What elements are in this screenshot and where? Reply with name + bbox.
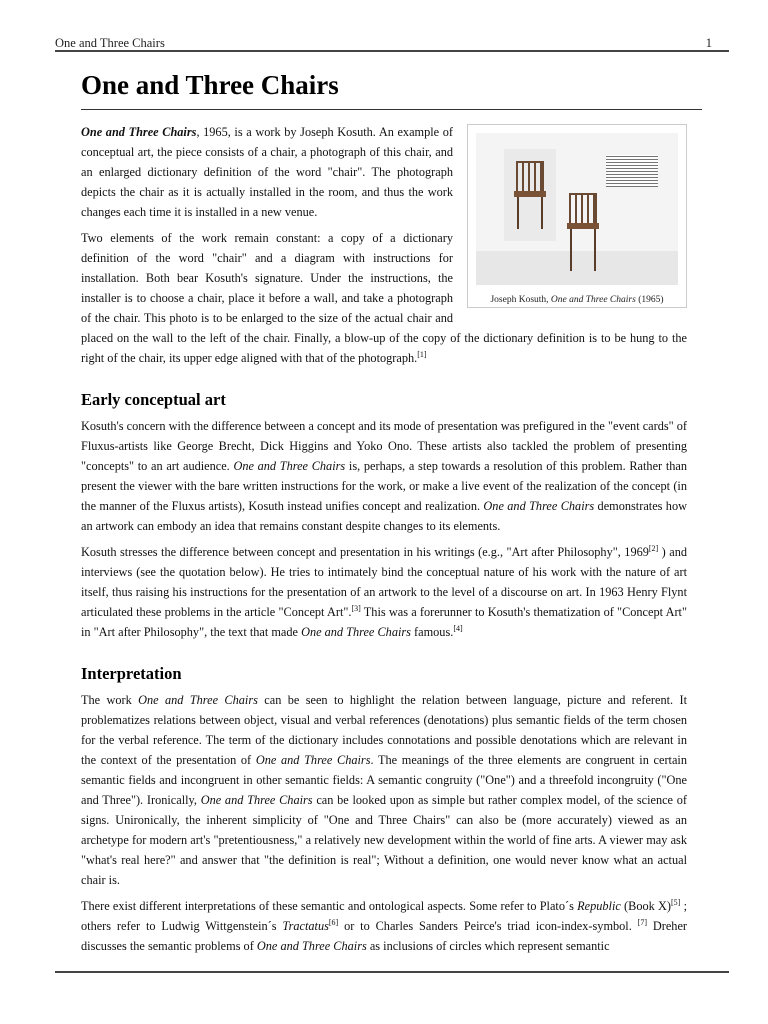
- citation-link[interactable]: [1]: [417, 350, 427, 359]
- header-rule: [55, 50, 729, 52]
- article-body: [81, 122, 687, 962]
- title-rule: [81, 109, 702, 110]
- artwork-photo: [476, 133, 678, 285]
- figure-caption: Joseph Kosuth, One and Three Chairs (1965): [490, 295, 664, 305]
- citation-link[interactable]: [3]: [351, 604, 361, 613]
- footer-rule: [55, 971, 729, 973]
- citation-link[interactable]: [2]: [648, 544, 659, 553]
- paragraph: There exist different interpretations of these semantic and ontological aspects. Some refer to Plato´s Republic (Book X)[5] ; others refer to Ludwig Wittgenstein´s Tractatus[6] or to Charles Sanders Peirce's triad icon-index-symbol. [7] Dreher discusses the semantic problems of One and Three Chairs as inclusions of circles which represent semantic: [81, 898, 688, 953]
- dictionary-definition-panel: [606, 155, 658, 187]
- chair-in-photograph: [516, 161, 544, 229]
- page-number: 1: [705, 36, 712, 50]
- section-heading: Early conceptual art: [81, 390, 226, 409]
- citation-link[interactable]: [5]: [671, 898, 681, 907]
- running-header-title: One and Three Chairs: [55, 36, 165, 50]
- citation-link[interactable]: [4]: [453, 624, 463, 633]
- paragraph: One and Three Chairs, 1965, is a work by Joseph Kosuth. An example of conceptual art, the piece consists of a chair, a photograph of this chair, and an enlarged dictionary definition of the word "chair". The photograph depicts the chair as it is actually installed in the room, and thus the work changes each time it is installed in a new venue.: [81, 125, 454, 219]
- citation-link[interactable]: [6]: [328, 918, 339, 927]
- page-title: One and Three Chairs: [81, 70, 339, 100]
- sections-container: [81, 390, 687, 956]
- figure-thumbnail[interactable]: [467, 124, 687, 308]
- paragraph: Kosuth stresses the difference between concept and presentation in his writings (e.g., "Art after Philosophy", 1969[2] ) and interviews (see the quotation below). He tries to intimately bind the conceptual nature of his work with the nature of art itself, thus raising his instructions for the presentation of an artwork to the level of a discourse on art. In 1963 Henry Flynt articulated these problems in the article "Concept Art".[3] This was a forerunner to Kosuth's thematization of "Concept Art" in "Art after Philosophy", the text that made One and Three Chairs famous.[4]: [81, 544, 688, 639]
- physical-chair: [569, 193, 597, 271]
- paragraph: Kosuth's concern with the difference between a concept and its mode of presentation was prefigured in the "event cards" of Fluxus-artists like George Brecht, Dick Higgins and Yoko Ono. These artists also tackled the problem of presenting "concepts" to an art audience. One and Three Chairs is, perhaps, a step towards a resolution of this problem. Rather than present the viewer with the bare written instructions for the work, or make a live event of the realization of the concept (in the manner of the Fluxus artists), Kosuth instead unifies concept and realization. One and Three Chairs demonstrates how an artwork can embody an idea that remains constant despite changes to its elements.: [81, 419, 687, 533]
- paragraph: Two elements of the work remain constant: a copy of a dictionary definition of the word "chair" and a diagram with instructions for installation. Both bear Kosuth's signature. Under the instructions, the installer is to choose a chair, place it before a wall, and take a photograph of the chair. This photo is to be enlarged to the size of the actual chair and placed on the wall to the left of the chair. Finally, a blow-up of the copy of the dictionary definition is to be hung to the right of the chair, its upper edge aligned with that of the photograph.[1]: [81, 231, 687, 365]
- section-heading: Interpretation: [81, 664, 182, 683]
- paragraph: The work One and Three Chairs can be seen to highlight the relation between language, picture and referent. It problematizes relations between object, visual and verbal references (denotations) plus semantic fields of the term chosen for the verbal reference. The term of the dictionary includes connotations and possible denotations which are relevant in the context of the presentation of One and Three Chairs. The meanings of the three elements are congruent in certain semantic fields and incongruent in other semantic fields: A semantic congruity ("One") and a threefold incongruity ("One and Three"). Ironically, One and Three Chairs can be looked upon as simple but rather complex model, of the science of signs. Unironically, the inherent simplicity of "One and Three Chairs" can also be (more accurately) viewed as an archetype for modern art's "pretentiousness," a relatively new development within the world of fine arts. A viewer may ask "what's real here?" and answer that "the definition is real"; Without a definition, one would never know what an actual chair is.: [81, 693, 687, 887]
- citation-link[interactable]: [7]: [637, 918, 647, 927]
